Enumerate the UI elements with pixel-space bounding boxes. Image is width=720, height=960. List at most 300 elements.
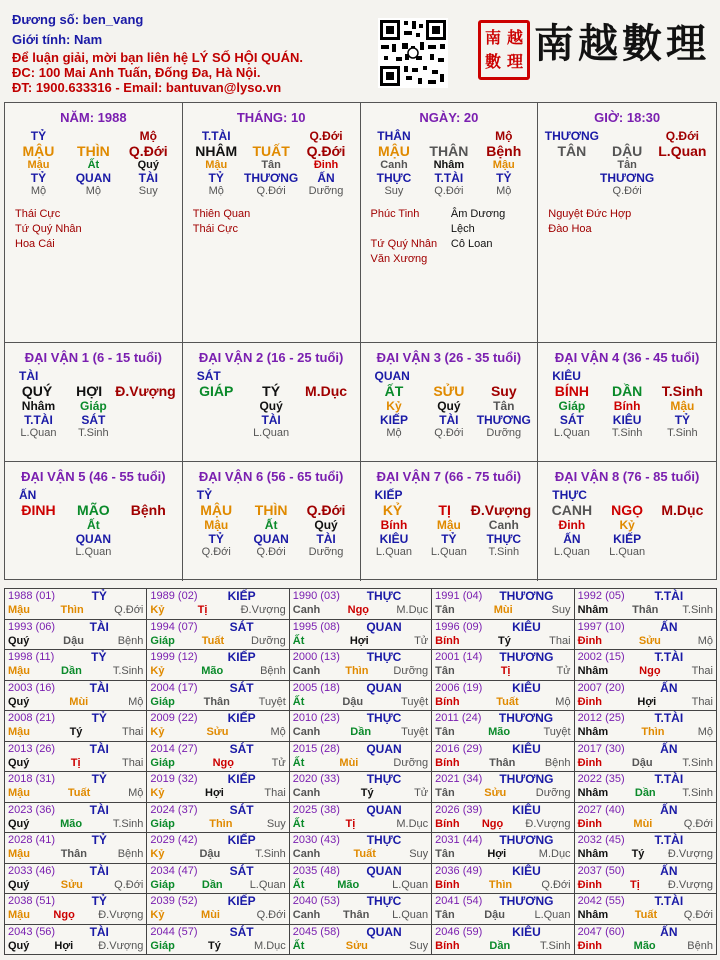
year-stem: Kỷ	[150, 787, 165, 799]
year-branch: Thìn	[641, 726, 665, 738]
year-pillar	[8, 878, 143, 892]
year-god: QUAN	[366, 924, 402, 939]
dai-van-god-item	[592, 488, 658, 502]
year-label: 2013 (26)	[8, 742, 56, 755]
year-pillar	[293, 908, 428, 922]
year-stage: Q.Đới	[114, 878, 144, 891]
dai-van-hidden-item: Nhâm	[21, 399, 56, 413]
year-god: T.TÀI	[654, 589, 684, 603]
dai-van-god-item	[592, 369, 658, 383]
pillar-stem-god-item: Q.Đới	[665, 129, 699, 143]
year-stage: Bệnh	[260, 665, 286, 677]
year-line	[150, 833, 285, 847]
dai-van-god-item	[124, 369, 176, 383]
dai-van-stage	[11, 427, 176, 439]
star-line	[371, 207, 532, 237]
year-stage: Tuyệt	[401, 695, 429, 708]
year-label: 2021 (34)	[435, 773, 483, 785]
year-pillar	[293, 939, 428, 953]
year-stage: Q.Đới	[256, 909, 286, 921]
year-label: 2038 (51)	[8, 895, 56, 907]
year-cell	[147, 680, 289, 711]
year-pillar	[150, 756, 285, 770]
year-label: 2033 (46)	[8, 864, 56, 877]
year-line	[150, 589, 285, 603]
year-cell	[147, 894, 289, 925]
pillar-hidden-stems	[544, 159, 710, 171]
year-stage: Mộ	[697, 726, 713, 738]
year-branch: Tị	[345, 817, 356, 830]
dai-van-god-item	[236, 369, 301, 383]
year-stage: Q.Đới	[541, 878, 571, 891]
dai-van-stem-branch-item: THÌN	[254, 502, 288, 518]
dai-van-hidden-item	[121, 399, 176, 413]
dai-van-stage-item: L.Quan	[430, 546, 467, 558]
dai-van-ten-gods-item: KIẾP	[613, 532, 642, 546]
dai-van-hidden	[189, 399, 354, 413]
year-label: 2035 (48)	[292, 864, 340, 877]
year-branch: Tị	[70, 756, 81, 769]
year-label: 1990 (03)	[292, 590, 340, 602]
year-line	[8, 589, 143, 603]
year-cell	[574, 833, 716, 864]
year-label: 2041 (54)	[435, 895, 483, 907]
dai-van-ten-gods-item: QUAN	[253, 532, 289, 546]
year-god: ẤN	[660, 741, 678, 756]
dai-van-god	[544, 488, 710, 502]
dai-van-stage-item	[121, 546, 176, 558]
year-line	[150, 681, 285, 695]
year-branch: Mão	[337, 878, 360, 891]
year-pillar	[150, 817, 285, 831]
year-cell	[289, 589, 431, 620]
year-row	[5, 711, 717, 742]
dai-van-title: ĐẠI VẬN 8 (76 - 85 tuổi)	[554, 469, 700, 484]
year-cell	[5, 589, 147, 620]
dai-van-title: ĐẠI VẬN 1 (6 - 15 tuổi)	[24, 350, 162, 365]
year-god: TỶ	[91, 772, 107, 786]
year-branch: Ngọ	[639, 665, 661, 677]
year-stage: T.Sinh	[112, 665, 144, 677]
year-god: KIÊU	[512, 863, 541, 878]
year-cell	[432, 863, 574, 894]
year-pillar	[8, 756, 143, 770]
year-branch: Hợi	[637, 695, 657, 708]
year-label: 1993 (06)	[8, 620, 56, 633]
year-stage: T.Sinh	[112, 817, 144, 830]
year-branch: Thân	[203, 695, 230, 708]
year-pillar	[293, 695, 428, 709]
year-pillar	[578, 725, 713, 739]
year-god: THƯƠNG	[499, 894, 554, 908]
pillar-ten-gods	[11, 171, 176, 185]
dai-van-ten-gods-item: ẤN	[563, 532, 581, 546]
year-cell	[5, 894, 147, 925]
year-line	[8, 620, 143, 634]
year-stem: Nhâm	[577, 726, 609, 738]
year-branch: Mùi	[339, 756, 359, 769]
year-cell	[574, 619, 716, 650]
dai-van-title: ĐẠI VẬN 7 (66 - 75 tuổi)	[376, 469, 522, 484]
year-line	[578, 803, 713, 817]
year-pillar	[8, 939, 143, 953]
year-god: THƯƠNG	[498, 711, 554, 725]
year-god: SÁT	[229, 863, 254, 878]
pillar-life-stage-item	[544, 185, 599, 197]
pillar-life-stage	[367, 185, 532, 197]
dai-van-ten-gods-item: TÀI	[316, 532, 336, 546]
year-god: ẤN	[660, 863, 678, 878]
year-god: SÁT	[229, 619, 254, 634]
year-stem: Tân	[435, 909, 455, 921]
dai-van-cell	[361, 462, 539, 581]
year-stage: Mộ	[697, 634, 713, 647]
pillar-ten-gods-item: THƯƠNG	[244, 171, 299, 185]
year-god: KIẾP	[227, 772, 256, 786]
year-stem: Canh	[292, 787, 321, 799]
dai-van-stage-item: L.Quan	[253, 427, 290, 439]
year-stem: Kỷ	[150, 848, 165, 860]
year-cell	[289, 802, 431, 833]
year-line	[150, 803, 285, 817]
pillar-stem-branch	[367, 143, 532, 159]
pillar-hidden-stems-item: Đinh	[313, 159, 339, 171]
year-row	[5, 924, 717, 955]
pillar-ten-gods	[367, 171, 532, 185]
year-pillar	[435, 695, 570, 709]
year-stage: Bệnh	[117, 848, 144, 860]
year-god: THƯƠNG	[499, 772, 554, 786]
year-branch: Thân	[60, 848, 87, 860]
pillar-stem-god	[544, 129, 710, 143]
dai-van-god-item	[58, 369, 123, 383]
year-row	[5, 894, 717, 925]
year-cell	[5, 863, 147, 894]
dai-van-hidden-item: Quý	[259, 399, 283, 413]
year-pillar	[435, 664, 570, 678]
year-label: 2018 (31)	[8, 773, 56, 785]
dai-van-stem-branch-item: MẬU	[200, 502, 233, 518]
year-line	[435, 925, 570, 939]
star-name: Tứ Quý Nhân	[370, 238, 438, 250]
year-god: KIÊU	[512, 619, 541, 634]
year-stem: Nhâm	[577, 604, 609, 616]
year-line	[578, 711, 713, 725]
year-stem: Giáp	[150, 634, 175, 647]
dai-van-stage-item: L.Quan	[553, 427, 590, 439]
year-god: SÁT	[229, 802, 254, 817]
year-row	[5, 589, 717, 620]
year-line	[8, 650, 143, 664]
star-name: Tứ Quý Nhân	[15, 223, 82, 235]
gender: Giới tính: Nam	[12, 32, 103, 47]
year-label: 2017 (30)	[577, 742, 625, 755]
year-line	[578, 650, 713, 664]
pillar-hidden-stems-item: Quý	[137, 159, 159, 171]
pillar-ten-gods-item: QUAN	[75, 171, 112, 185]
dai-van-stage-item: L.Quan	[20, 427, 57, 439]
year-label: 2016 (29)	[435, 742, 483, 755]
year-cell	[147, 924, 289, 955]
year-stem: Nhâm	[577, 787, 609, 799]
year-stage: Mộ	[128, 787, 144, 799]
year-row	[5, 802, 717, 833]
year-line	[435, 864, 570, 878]
year-stage: Q.Đới	[683, 817, 713, 830]
year-god: T.TÀI	[654, 833, 684, 847]
pillar-stem-god	[367, 129, 532, 143]
year-god: QUAN	[366, 863, 402, 878]
pillar-life-stage	[11, 185, 176, 197]
dai-van-god-item: TÀI	[19, 369, 39, 383]
annual-luck-table	[4, 588, 717, 955]
year-stage: Suy	[409, 848, 429, 860]
year-branch: Sửu	[60, 878, 83, 891]
year-stem: Tân	[435, 848, 455, 860]
year-god: THƯƠNG	[499, 650, 554, 664]
year-god: KIÊU	[512, 924, 541, 939]
year-line	[8, 864, 143, 878]
year-label: 2002 (15)	[577, 651, 625, 663]
year-stem: Nhâm	[577, 909, 609, 921]
year-stem: Tân	[435, 726, 455, 738]
year-branch: Thân	[632, 604, 659, 616]
year-stage: Tử	[556, 665, 571, 677]
star-name: Nguyệt Đức Hợp	[548, 208, 632, 220]
pillar-hidden-stems-item: Ất	[87, 159, 100, 171]
year-stem: Canh	[292, 909, 321, 921]
dai-van-stem-branch-item: Suy	[490, 383, 517, 399]
year-cell	[147, 772, 289, 803]
pillar-hidden-stems-item: Tân	[617, 159, 637, 171]
dai-van-title: ĐẠI VẬN 6 (56 - 65 tuổi)	[198, 469, 344, 484]
year-god: TÀI	[89, 619, 109, 634]
pillar-life-stage	[544, 185, 710, 197]
dai-van-stem-branch-item: DẦN	[611, 383, 643, 399]
year-line	[578, 925, 713, 939]
year-god: KIẾP	[227, 711, 256, 725]
year-branch: Dần	[201, 878, 223, 891]
pillar-stem-branch-item: MẬU	[378, 143, 410, 159]
year-branch: Mão	[488, 726, 511, 738]
pillar-stem-god-item	[66, 129, 121, 143]
year-line	[8, 803, 143, 817]
year-stage: Tử	[271, 756, 286, 769]
year-stage: Đ.Vượng	[525, 817, 571, 830]
year-label: 2004 (17)	[150, 681, 198, 694]
year-stage: Thai	[549, 634, 571, 647]
year-pillar	[435, 725, 570, 739]
year-pillar	[293, 817, 428, 831]
year-pillar	[435, 878, 570, 892]
dai-van-hidden	[367, 518, 532, 532]
year-pillar	[8, 603, 143, 617]
year-pillar	[150, 695, 285, 709]
chart-grid	[4, 102, 717, 580]
dai-van-god-item: TỶ	[196, 488, 213, 502]
year-branch: Tuất	[353, 848, 376, 860]
year-label: 2009 (22)	[150, 712, 198, 724]
year-stem: Kỷ	[150, 665, 165, 677]
dai-van-cell	[538, 343, 716, 462]
year-pillar	[435, 786, 570, 800]
year-line	[435, 803, 570, 817]
pillar-hidden-stems-item: Canh	[380, 159, 408, 171]
year-stem: Ất	[292, 634, 305, 647]
pillar-stem-branch	[544, 143, 710, 159]
year-branch: Dậu	[631, 756, 653, 769]
year-god: QUAN	[366, 619, 402, 634]
dai-van-hidden-item: Kỷ	[386, 399, 402, 413]
pillar-stem-branch-item: THÌN	[77, 143, 110, 159]
year-branch: Ngọ	[212, 756, 234, 769]
year-pillar	[578, 664, 713, 678]
pillar-stem-branch-item: MẬU	[22, 143, 55, 159]
year-stage: Đ.Vượng	[667, 848, 713, 860]
year-label: 2019 (32)	[150, 773, 198, 785]
year-stem: Canh	[292, 665, 321, 677]
pillar-cell	[361, 103, 539, 343]
year-label: 2022 (35)	[577, 773, 625, 785]
year-label: 2024 (37)	[150, 803, 198, 816]
year-stage: Thai	[121, 756, 144, 769]
year-label: 2046 (59)	[435, 925, 483, 938]
year-branch: Sửu	[484, 787, 507, 799]
year-pillar	[150, 634, 285, 648]
year-cell	[5, 650, 147, 681]
year-line	[293, 772, 428, 786]
year-stem: Canh	[292, 604, 321, 616]
dai-van-hidden	[367, 399, 532, 413]
year-line	[150, 864, 285, 878]
star-name: Thái Cực	[192, 223, 239, 235]
year-line	[293, 864, 428, 878]
year-pillar	[150, 725, 285, 739]
year-label: 2026 (39)	[435, 803, 483, 816]
year-label: 2032 (45)	[577, 834, 625, 846]
year-stem: Giáp	[150, 756, 175, 769]
year-cell	[5, 924, 147, 955]
year-god: SÁT	[229, 924, 254, 939]
year-branch: Dậu	[199, 848, 221, 860]
year-cell	[432, 802, 574, 833]
year-branch: Tý	[69, 726, 83, 738]
year-branch: Thìn	[60, 604, 84, 616]
year-stage: T.Sinh	[539, 939, 571, 952]
year-stem: Kỷ	[150, 604, 165, 616]
year-god: T.TÀI	[654, 650, 684, 664]
dai-van-stage-item: T.Sinh	[78, 427, 109, 439]
dai-van-god-item	[657, 488, 710, 502]
year-god: T.TÀI	[654, 711, 684, 725]
pillar-stem-branch-item: NHÂM	[195, 143, 238, 159]
year-branch: Sửu	[206, 726, 229, 738]
year-stage: Tuyệt	[258, 695, 286, 708]
pillar-stem-god-item: Q.Đới	[309, 129, 343, 143]
year-branch: Mùi	[493, 604, 513, 616]
dai-van-hidden-item: Ất	[87, 518, 100, 532]
year-stem: Quý	[8, 695, 30, 708]
year-line	[8, 681, 143, 695]
year-label: 2023 (36)	[8, 803, 56, 816]
year-stem: Nhâm	[577, 848, 609, 860]
dai-van-hidden-item: Canh	[488, 518, 519, 532]
year-label: 1998 (11)	[8, 651, 55, 663]
dai-van-god	[367, 488, 532, 502]
year-label: 2003 (16)	[8, 681, 56, 694]
dai-van-stem-branch-item: M.Dục	[305, 383, 348, 399]
dai-van-hidden-item: Mậu	[670, 399, 695, 413]
dai-van-ten-gods-item: KIÊU	[612, 413, 642, 427]
year-stage: T.Sinh	[255, 848, 286, 860]
dai-van-ten-gods-item: TỶ	[674, 413, 691, 427]
year-line	[150, 894, 285, 908]
year-cell	[5, 711, 147, 742]
dai-van-hidden-item: Giáp	[558, 399, 586, 413]
dai-van-hidden-item: Bính	[380, 518, 408, 532]
year-cell	[289, 772, 431, 803]
year-branch: Dậu	[63, 634, 84, 647]
year-cell	[574, 772, 716, 803]
year-stem: Nhâm	[577, 665, 609, 677]
year-label: 2007 (20)	[577, 681, 625, 694]
year-stem: Bính	[435, 817, 460, 830]
year-stage: Đ.Vượng	[667, 878, 713, 891]
year-branch: Mão	[60, 817, 83, 830]
year-cell	[432, 619, 574, 650]
dai-van-stem-branch-item: MÃO	[77, 502, 110, 518]
year-pillar	[293, 664, 428, 678]
dai-van-stem-branch-item: KỶ	[382, 502, 403, 518]
year-label: 2029 (42)	[150, 834, 198, 846]
year-stem: Mậu	[8, 909, 30, 921]
year-pillar	[435, 603, 570, 617]
dai-van-stage-item: Q.Đới	[256, 546, 286, 558]
pillar-ten-gods	[544, 171, 710, 185]
year-stem: Ất	[292, 817, 305, 830]
year-stem: Ất	[292, 695, 305, 708]
pillar-title: NĂM: 1988	[60, 110, 127, 125]
year-cell	[5, 619, 147, 650]
year-god: THỰC	[366, 650, 402, 664]
year-cell	[5, 772, 147, 803]
year-stage: L.Quan	[392, 909, 429, 921]
pillar-ten-gods-item	[655, 171, 710, 185]
year-line	[293, 925, 428, 939]
dai-van-ten-gods	[11, 532, 176, 546]
year-stage: Đ.Vượng	[98, 939, 144, 952]
year-label: 2036 (49)	[435, 864, 483, 877]
year-pillar	[293, 847, 428, 861]
year-branch: Tuất	[496, 695, 519, 708]
dai-van-stem-branch-item: NGỌ	[611, 502, 644, 518]
pillar-hidden-stems-item: Mậu	[27, 159, 50, 171]
year-pillar	[150, 908, 285, 922]
year-label: 2025 (38)	[292, 803, 340, 816]
pillar-title: NGÀY: 20	[419, 110, 479, 125]
year-cell	[147, 802, 289, 833]
dai-van-stage-item: L.Quan	[75, 546, 112, 558]
pillar-life-stage-item: Q.Đới	[256, 185, 286, 197]
year-stage: M.Dục	[396, 604, 429, 616]
year-stage: L.Quan	[392, 878, 429, 891]
year-label: 2027 (40)	[577, 803, 625, 816]
year-branch: Mùi	[633, 817, 653, 830]
dai-van-stage	[544, 546, 710, 558]
year-god: TÀI	[89, 924, 109, 939]
year-label: 2005 (18)	[292, 681, 340, 694]
year-branch: Dậu	[484, 909, 505, 921]
